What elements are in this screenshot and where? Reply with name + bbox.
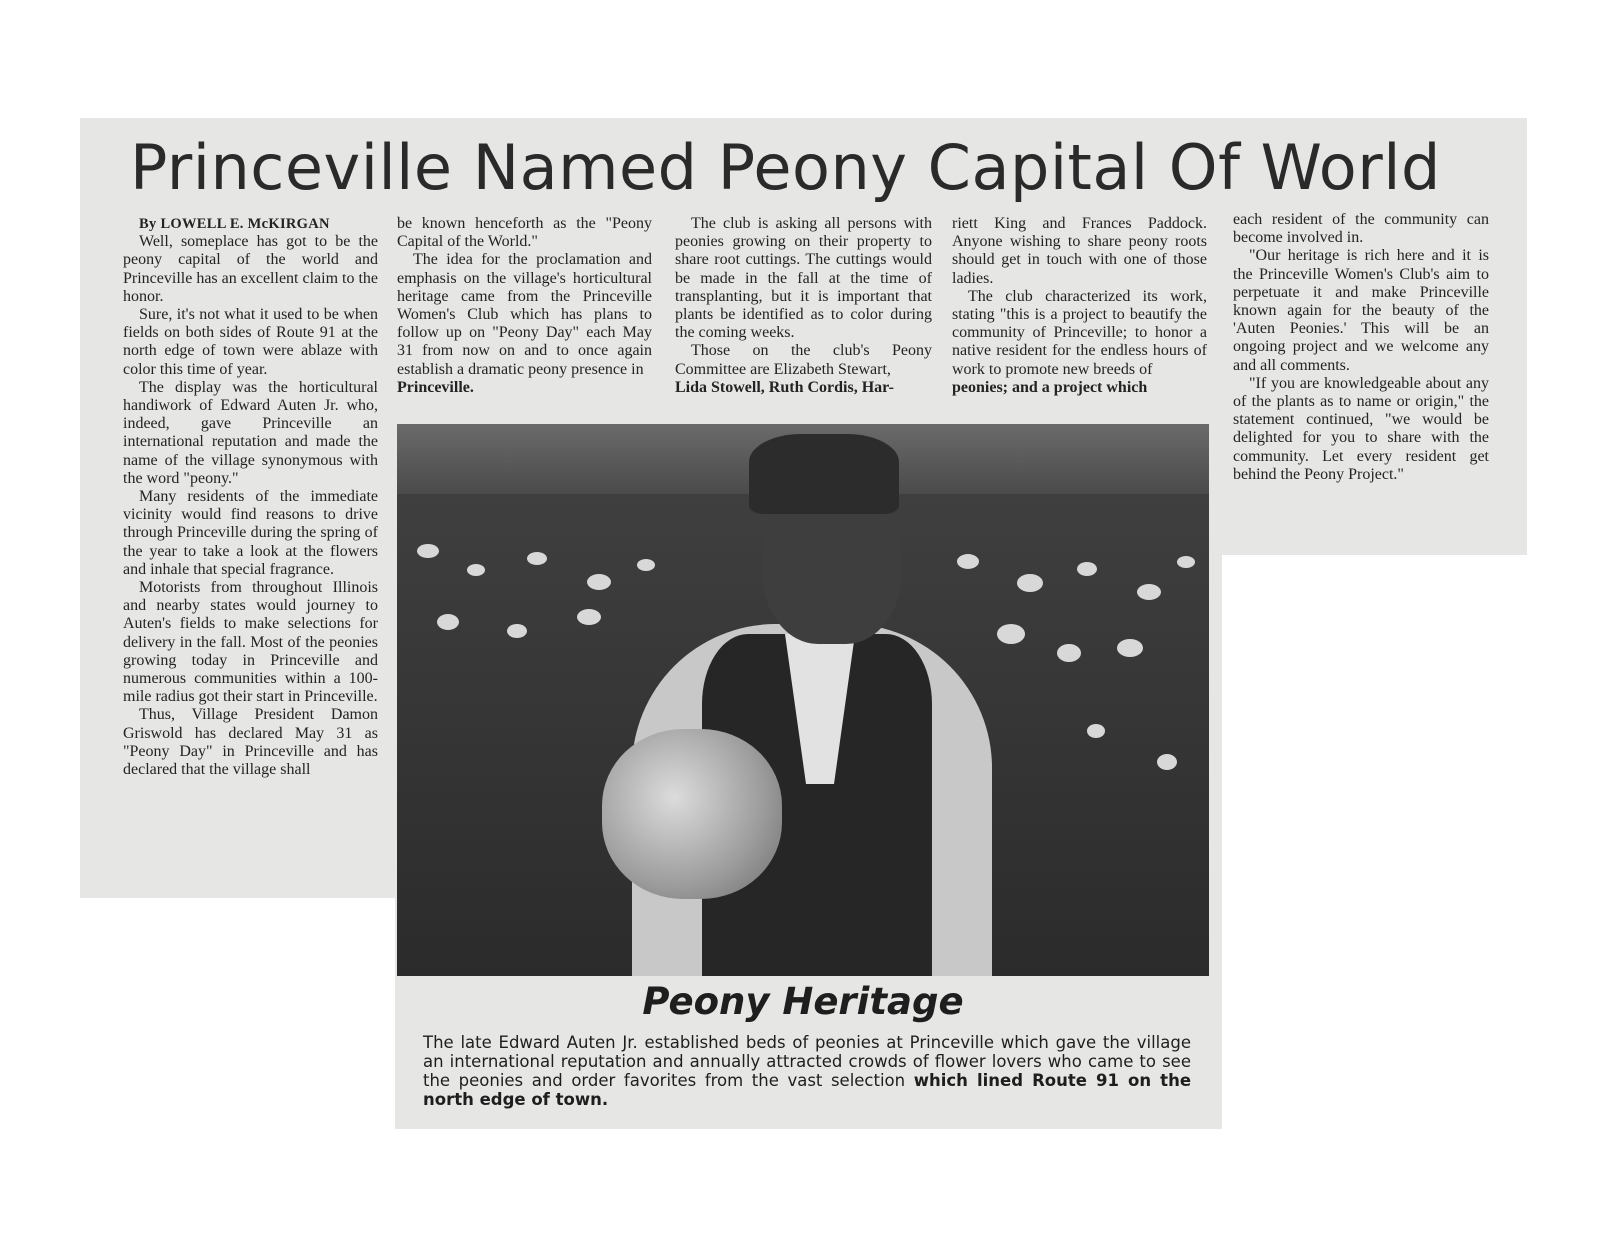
peony-flower bbox=[1177, 556, 1195, 568]
paragraph: each resident of the community can become involved in. bbox=[1233, 211, 1489, 247]
paragraph: Well, someplace has got to be the peony capital of the world and Princeville has an excellent claim to the honor. bbox=[123, 233, 379, 305]
peony-flower bbox=[417, 544, 439, 558]
article-column-1 bbox=[123, 215, 378, 779]
peony-flower bbox=[467, 564, 485, 576]
paragraph: riett King and Frances Paddock. Anyone wishing to share peony roots should get in touch with one of those ladies. bbox=[952, 215, 1207, 287]
peony-flower bbox=[527, 552, 547, 565]
paragraph: Many residents of the immediate vicinity would find reasons to drive through Princeville during the spring of the year to take a look at the flowers and inhale that special fragrance. bbox=[123, 488, 378, 578]
peony-flower bbox=[1077, 562, 1097, 576]
photo-caption-bold: which lined Route 91 on the north edge of town. bbox=[423, 1071, 1192, 1109]
peony-flower bbox=[1017, 574, 1043, 592]
paragraph: Motorists from throughout Illinois and nearby states would journey to Auten's fields to make selections for delivery in the fall. Most of the peonies growing today in Princeville and numerous communities within a 100-mile radius got their start in Princeville. bbox=[123, 579, 378, 706]
peony-flower bbox=[1117, 639, 1143, 657]
byline: By LOWELL E. McKIRGAN bbox=[139, 216, 330, 232]
peony-bouquet bbox=[602, 729, 782, 899]
paragraph: The display was the horticultural handiwork of Edward Auten Jr. who, indeed, gave Princeville an international reputation and made the name of the village synonymous with the word "peony." bbox=[123, 378, 378, 487]
article-column-4 bbox=[952, 215, 1207, 397]
peony-flower bbox=[507, 624, 527, 638]
paragraph: peonies; and a project which bbox=[952, 378, 1148, 396]
paragraph: Lida Stowell, Ruth Cordis, Har- bbox=[675, 378, 894, 396]
paragraph: Thus, Village President Damon Griswold has declared May 31 as "Peony Day" in Princeville and has declared that the village shall bbox=[123, 706, 378, 779]
peony-flower bbox=[997, 624, 1025, 644]
paragraph: Sure, it's not what it used to be when fields on both sides of Route 91 at the north edge of town were ablaze with color this time of year. bbox=[123, 306, 378, 378]
paragraph: Princeville. bbox=[397, 378, 474, 396]
article-column-5 bbox=[1233, 211, 1489, 484]
photo-caption-title: Peony Heritage bbox=[642, 980, 964, 1023]
paragraph: "Our heritage is rich here and it is the Princeville Women's Club's aim to perpetuate it and make Princeville known again for the beauty of the 'Auten Peonies.' This will be an ongoing project and we welcome any and all comments. bbox=[1233, 247, 1489, 374]
peony-flower bbox=[957, 554, 979, 569]
paragraph: The idea for the proclamation and emphasis on the village's horticultural heritage came from the Princeville Women's Club which has plans to follow up on "Peony Day" each May 31 from now on and to once again establish a dramatic peony presence in bbox=[397, 251, 652, 378]
paragraph: The club is asking all persons with peonies growing on their property to share root cuttings. The cuttings would be made in the fall at the time of transplanting, but it is important that plants be identified as to color during the coming weeks. bbox=[675, 215, 932, 342]
article-column-3 bbox=[675, 215, 932, 397]
peony-flower bbox=[577, 609, 601, 625]
photo-caption-text: The late Edward Auten Jr. established beds of peonies at Princeville which gave the village an international reputation and annually attracted crowds of flower lovers who came to see the peonies and order favorites from the vast selection bbox=[423, 1033, 1191, 1090]
peony-flower bbox=[1137, 584, 1161, 600]
man-cap bbox=[749, 434, 899, 514]
photo-caption bbox=[423, 1033, 1191, 1109]
peony-flower bbox=[437, 614, 459, 630]
peony-flower bbox=[1057, 644, 1081, 662]
article-column-2 bbox=[397, 215, 652, 397]
headline: Princeville Named Peony Capital Of World bbox=[130, 131, 1441, 204]
peony-flower bbox=[1157, 754, 1177, 770]
paragraph: The club characterized its work, stating "this is a project to beautify the community of Princeville; to honor a native resident for the endless hours of work to promote new breeds of bbox=[952, 287, 1207, 378]
peony-flower bbox=[587, 574, 611, 590]
peony-flower bbox=[1087, 724, 1105, 738]
paragraph: be known henceforth as the "Peony Capital of the World." bbox=[397, 215, 652, 251]
paragraph: "If you are knowledgeable about any of the plants as to name or origin," the statement continued, "we would be delighted for you to share with the community. Let every resident get behind the Peony Project." bbox=[1233, 374, 1489, 483]
photo-man-in-peony-field bbox=[397, 424, 1209, 976]
peony-flower bbox=[637, 559, 655, 571]
paragraph: Those on the club's Peony Committee are Elizabeth Stewart, bbox=[675, 342, 932, 378]
